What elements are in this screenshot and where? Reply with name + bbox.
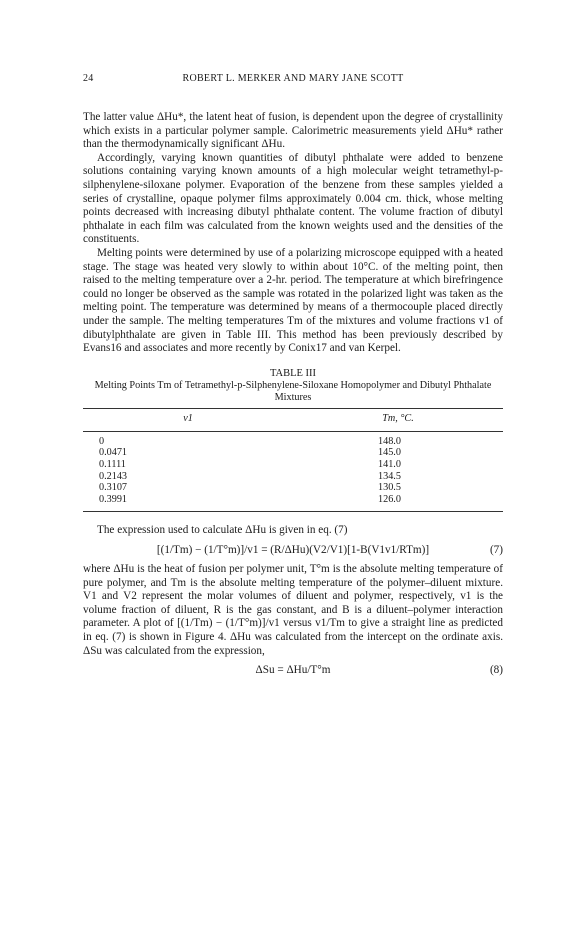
cell-v1: 0 — [99, 435, 105, 447]
table-row — [83, 447, 503, 459]
table-row — [83, 459, 503, 471]
table-row — [83, 431, 503, 447]
table-caption: Melting Points Tm of Tetramethyl-p-Silphenylene-Siloxane Homopolymer and Dibutyl Phthalate Mixtures — [94, 380, 492, 404]
cell-v1: 0.2143 — [99, 470, 128, 482]
cell-v1: 0.0471 — [99, 447, 128, 459]
body-text — [83, 111, 503, 683]
equation-8 — [83, 664, 503, 679]
page-number: 24 — [83, 73, 94, 84]
equation-8-number: (8) — [489, 664, 503, 677]
cell-v1: 0.3107 — [99, 482, 128, 494]
table-title: TABLE III — [269, 367, 317, 379]
column-header-v1: v1 — [83, 409, 293, 432]
cell-tm: 148.0 — [378, 435, 401, 447]
table-header-row — [83, 409, 503, 432]
equation-7 — [83, 544, 503, 559]
cell-tm: 134.5 — [378, 470, 401, 482]
running-title: ROBERT L. MERKER AND MARY JANE SCOTT — [182, 73, 404, 84]
paragraph-4: The expression used to calculate ΔHu is given in eq. (7) — [97, 524, 348, 537]
table-row — [83, 471, 503, 483]
equation-7-number: (7) — [489, 543, 503, 556]
table-row — [83, 494, 503, 512]
equation-8-body: ΔSu = ΔHu/T°m — [255, 664, 331, 677]
cell-tm: 145.0 — [378, 447, 401, 459]
table-row — [83, 482, 503, 494]
data-table — [83, 408, 503, 512]
column-header-tm: Tm, °C. — [293, 409, 503, 432]
cell-v1: 0.3991 — [83, 494, 293, 512]
equation-7-body: [(1/Tm) − (1/T°m)]/v1 = (R/ΔHu)(V2/V1)[1-B(V1v1/RTm)] — [156, 543, 430, 556]
spacer — [83, 512, 503, 524]
cell-tm: 126.0 — [293, 494, 503, 512]
cell-tm: 130.5 — [378, 482, 401, 494]
paragraph-1: The latter value ΔHu*, the latent heat of fusion, is dependent upon the degree of crystallinity which exists in a particular polymer sample. Calorimetric measurements yield ΔHu* rather than the thermodynamically significant ΔHu. — [83, 111, 503, 151]
cell-v1: 0.1111 — [99, 458, 126, 470]
cell-tm: 141.0 — [378, 458, 401, 470]
paragraph-5: where ΔHu is the heat of fusion per polymer unit, T°m is the absolute melting temperature of pure polymer, and Tm is the absolute melting temperature of the polymer–diluent mixture. V1 and V2 represent the molar volumes of diluent and polymer, respectively, v1 is the volume fraction of diluent, R is the gas constant, and B is a diluent–polymer interaction parameter. A plot of [(1/Tm) − (1/T°m)]/v1 versus v1/Tm to give a straight line as predicted in eq. (7) is shown in Figure 4. ΔHu was calculated from the intercept on the ordinate axis. ΔSu was calculated from the expression, — [83, 562, 503, 657]
paragraph-2: Accordingly, varying known quantities of dibutyl phthalate were added to benzene solutions containing varying known amounts of a high molecular weight tetramethyl-p-silphenylene-siloxane polymer. Evaporation of the benzene from these samples yielded a series of crystalline, opaque polymer films approximately 0.004 cm. thick, whose melting points decreased with increasing dibutyl phthalate content. The volume fraction of dibutyl phthalate in each film was calculated from the known weights used and the densities of the constituents. — [83, 151, 503, 246]
paragraph-3: Melting points were determined by use of a polarizing microscope equipped with a heated stage. The stage was heated very slowly to within about 10°C. of the melting point, then raised to the melting temperature over a 2-hr. period. The temperature at which birefringence could no longer be observed as the sample was rotated in the polarized light was taken as the melting point. The temperature was determined by means of a thermocouple placed directly under the sample. The melting temperatures Tm of the mixtures and volume fractions v1 of dibutylphthalate are given in Table III. This method has been previously described by Evans16 and associates and more recently by Conix17 and van Kerpel. — [83, 246, 503, 355]
